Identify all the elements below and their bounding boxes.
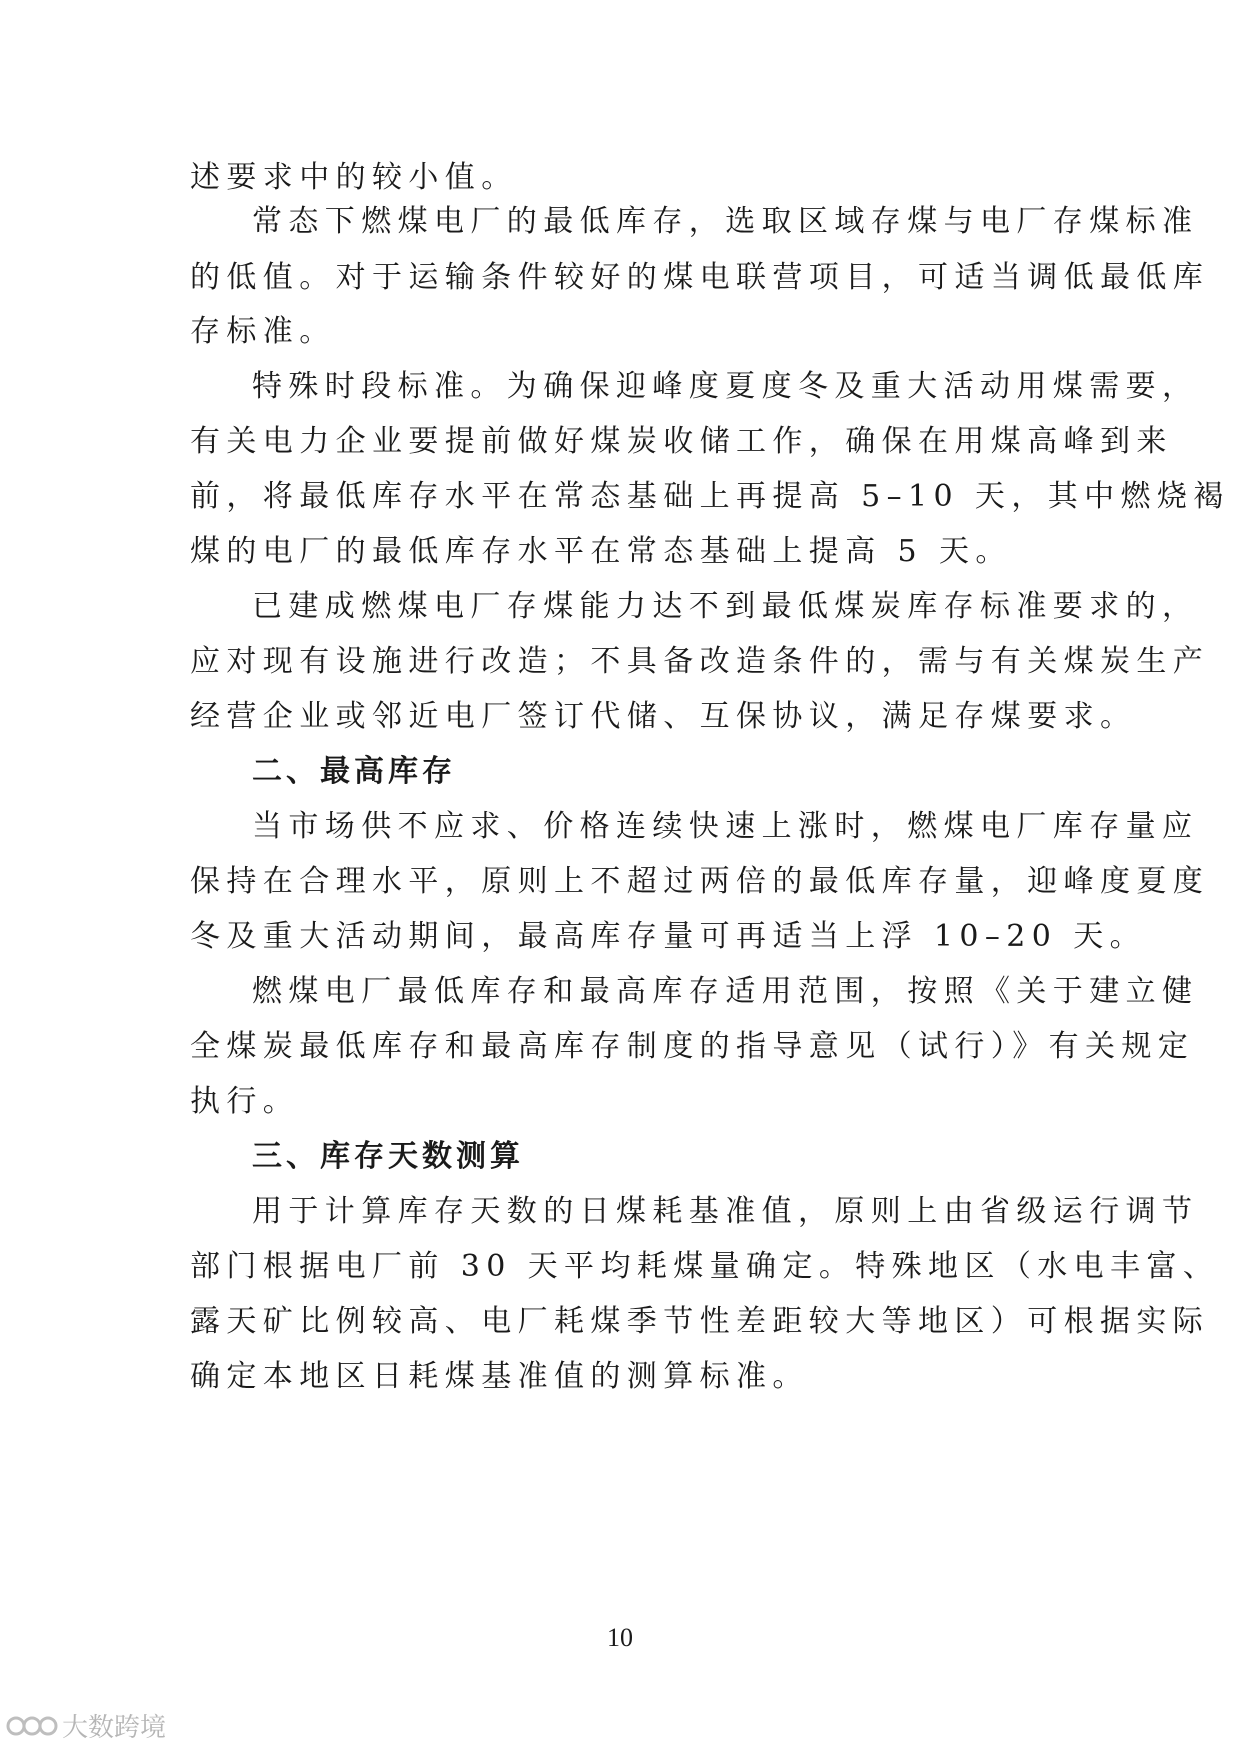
watermark [6, 1707, 166, 1744]
paragraph-line: 煤的电厂的最低库存水平在常态基础上提高 5 天。 [190, 534, 1012, 569]
paragraph-line: 常态下燃煤电厂的最低库存，选取区域存煤与电厂存煤标准 [252, 204, 1199, 239]
paragraph-line: 露天矿比例较高、电厂耗煤季节性差距较大等地区）可根据实际 [190, 1304, 1210, 1339]
logo-icon [6, 1709, 58, 1743]
paragraph-line: 应对现有设施进行改造；不具备改造条件的，需与有关煤炭生产 [190, 644, 1210, 679]
page-number: 10 [607, 1623, 633, 1652]
paragraph-line: 已建成燃煤电厂存煤能力达不到最低煤炭库存标准要求的， [252, 589, 1199, 624]
paragraph-line: 存标准。 [190, 314, 336, 349]
paragraph-line: 用于计算库存天数的日煤耗基准值，原则上由省级运行调节 [252, 1194, 1199, 1229]
paragraph-line: 燃煤电厂最低库存和最高库存适用范围，按照《关于建立健 [252, 974, 1199, 1009]
section-heading: 二、最高库存 [252, 754, 456, 789]
watermark-text: 大数跨境 [62, 1713, 167, 1743]
paragraph-line: 冬及重大活动期间，最高库存量可再适当上浮 10–20 天。 [190, 919, 1147, 954]
paragraph-line: 经营企业或邻近电厂签订代储、互保协议，满足存煤要求。 [190, 699, 1137, 734]
paragraph-line: 的低值。对于运输条件较好的煤电联营项目，可适当调低最低库 [190, 260, 1210, 295]
paragraph-line: 有关电力企业要提前做好煤炭收储工作，确保在用煤高峰到来 [190, 424, 1173, 459]
paragraph-line: 前，将最低库存水平在常态基础上再提高 5–10 天，其中燃烧褐 [190, 479, 1230, 514]
paragraph-line: 保持在合理水平，原则上不超过两倍的最低库存量，迎峰度夏度 [190, 864, 1210, 899]
paragraph-line: 确定本地区日耗煤基准值的测算标准。 [190, 1359, 809, 1394]
paragraph-line: 全煤炭最低库存和最高库存制度的指导意见（试行）》有关规定 [190, 1029, 1195, 1064]
paragraph-line: 当市场供不应求、价格连续快速上涨时，燃煤电厂库存量应 [252, 809, 1199, 844]
paragraph-line: 述要求中的较小值。 [190, 160, 518, 195]
section-heading: 三、库存天数测算 [252, 1139, 524, 1174]
paragraph-line: 执行。 [190, 1084, 300, 1119]
paragraph-line: 部门根据电厂前 30 天平均耗煤量确定。特殊地区（水电丰富、 [190, 1249, 1220, 1284]
paragraph-line: 特殊时段标准。为确保迎峰度夏度冬及重大活动用煤需要， [252, 369, 1199, 404]
